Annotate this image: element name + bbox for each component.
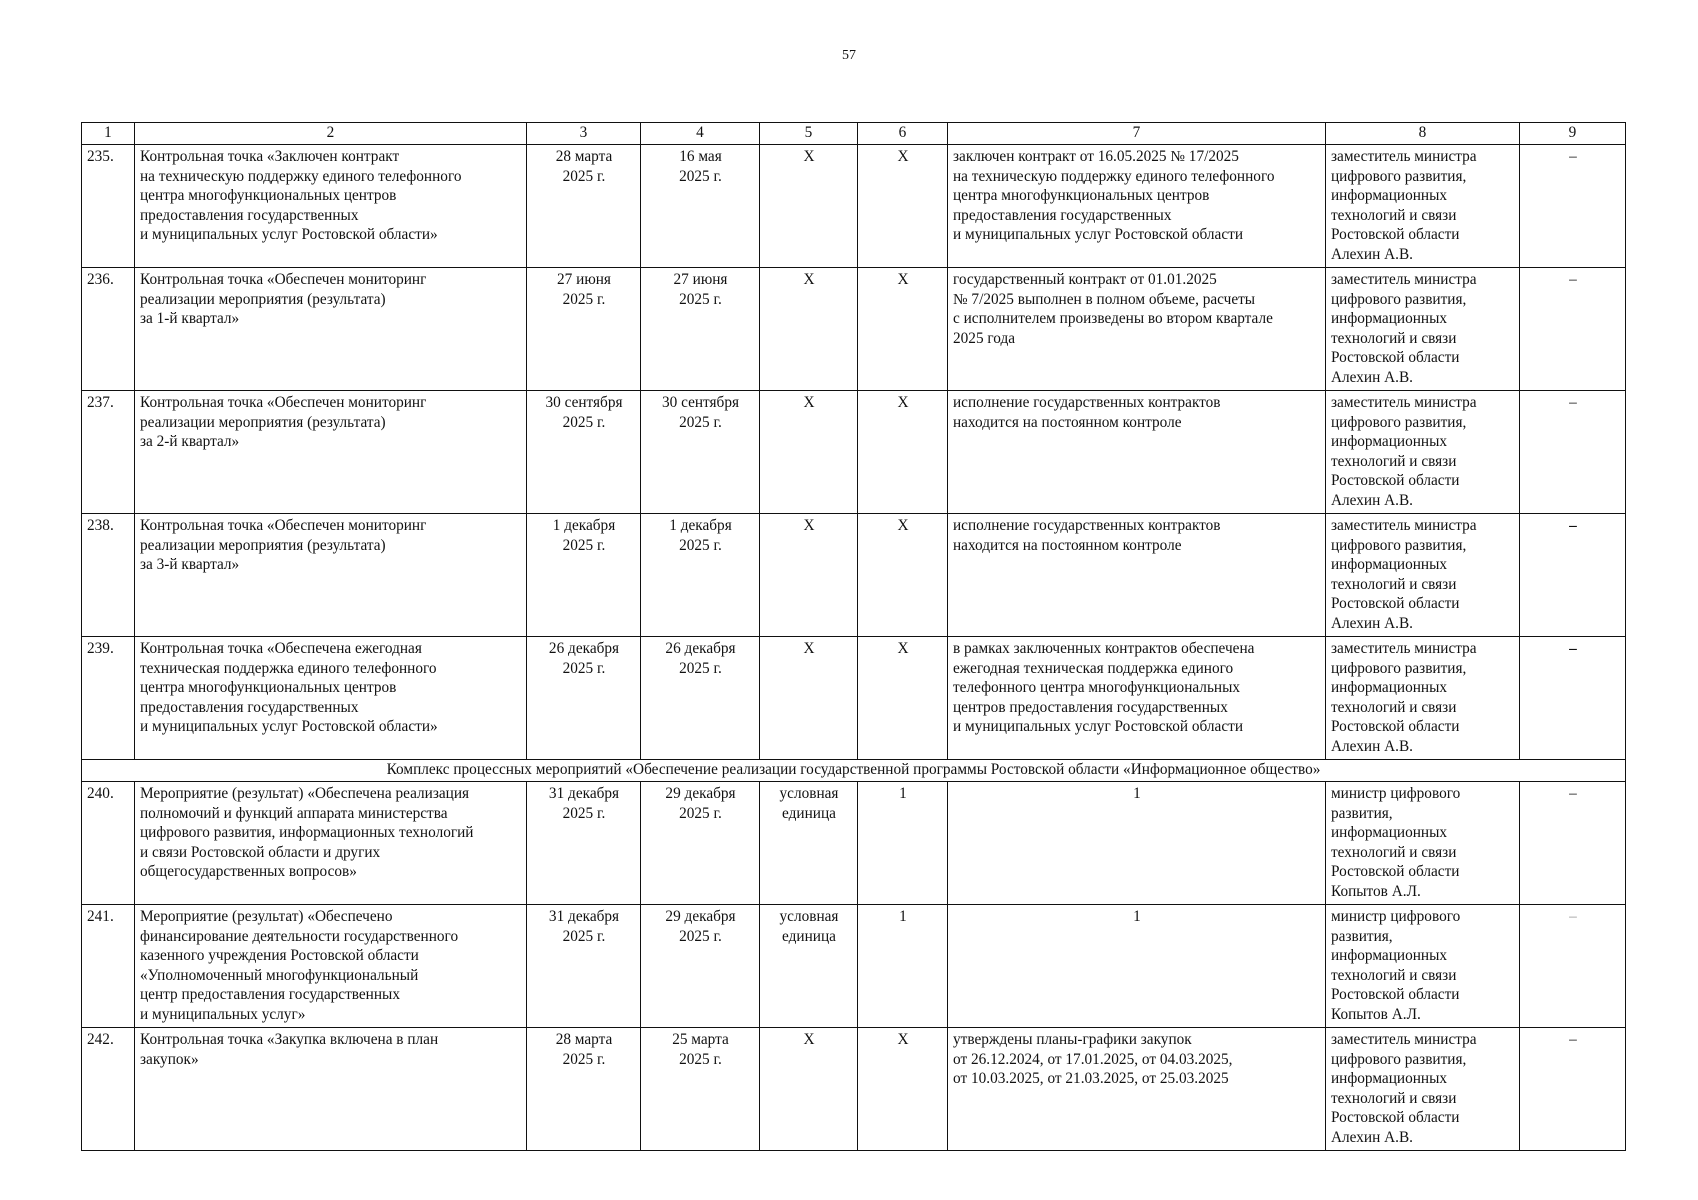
column-header: 6 [858, 123, 948, 145]
row-responsible: министр цифрового развития, информационных технологий и связи Ростовской области Копытов А.Л. [1326, 905, 1520, 1028]
row-value: Х [858, 145, 948, 268]
row-result: 1 [948, 782, 1326, 905]
report-table [81, 122, 1626, 1151]
column-header: 7 [948, 123, 1326, 145]
row-fact-date: 16 мая 2025 г. [641, 145, 760, 268]
row-responsible: заместитель министра цифрового развития, информационных технологий и связи Ростовской области Алехин А.В. [1326, 268, 1520, 391]
row-description: Мероприятие (результат) «Обеспечена реализация полномочий и функций аппарата министерства цифрового развития, информационных технологий и связи Ростовской области и других общегосударственных вопросов» [135, 782, 527, 905]
row-number: 238. [82, 514, 135, 637]
row-plan-date: 30 сентября 2025 г. [527, 391, 641, 514]
column-header: 2 [135, 123, 527, 145]
row-fact-date: 27 июня 2025 г. [641, 268, 760, 391]
row-plan-date: 31 декабря 2025 г. [527, 782, 641, 905]
row-description: Контрольная точка «Обеспечена ежегодная техническая поддержка единого телефонного центра многофункциональных центров предоставления государственных и муниципальных услуг Ростовской области» [135, 637, 527, 760]
row-number: 237. [82, 391, 135, 514]
row-fact-date: 29 декабря 2025 г. [641, 905, 760, 1028]
row-number: 240. [82, 782, 135, 905]
row-plan-date: 26 декабря 2025 г. [527, 637, 641, 760]
row-note: – [1520, 637, 1626, 760]
table-row [82, 1028, 1626, 1151]
row-value: Х [858, 391, 948, 514]
column-header: 9 [1520, 123, 1626, 145]
row-unit: Х [760, 1028, 858, 1151]
row-responsible: заместитель министра цифрового развития, информационных технологий и связи Ростовской области Алехин А.В. [1326, 1028, 1520, 1151]
row-plan-date: 28 марта 2025 г. [527, 1028, 641, 1151]
section-header-row [82, 760, 1626, 782]
row-result: в рамках заключенных контрактов обеспечена ежегодная техническая поддержка единого телефонного центра многофункциональных центров предоставления государственных и муниципальных услуг Ростовской области [948, 637, 1326, 760]
table-row [82, 391, 1626, 514]
row-fact-date: 30 сентября 2025 г. [641, 391, 760, 514]
section-title: Комплекс процессных мероприятий «Обеспечение реализации государственной программы Ростовской области «Информационное общество» [82, 760, 1626, 782]
row-note: – [1520, 391, 1626, 514]
row-note: – [1520, 905, 1626, 1028]
row-value: Х [858, 637, 948, 760]
row-result: исполнение государственных контрактов находится на постоянном контроле [948, 514, 1326, 637]
column-header: 8 [1326, 123, 1520, 145]
row-value: Х [858, 514, 948, 637]
column-header: 3 [527, 123, 641, 145]
row-description: Контрольная точка «Заключен контракт на техническую поддержку единого телефонного центра многофункциональных центров предоставления государственных и муниципальных услуг Ростовской области» [135, 145, 527, 268]
page-number: 57 [842, 48, 856, 63]
row-value: Х [858, 268, 948, 391]
column-number-header-row [82, 123, 1626, 145]
row-value: 1 [858, 782, 948, 905]
table-row [82, 905, 1626, 1028]
row-unit: Х [760, 268, 858, 391]
row-responsible: заместитель министра цифрового развития, информационных технологий и связи Ростовской области Алехин А.В. [1326, 145, 1520, 268]
column-header: 4 [641, 123, 760, 145]
row-unit: условная единица [760, 782, 858, 905]
row-plan-date: 27 июня 2025 г. [527, 268, 641, 391]
row-number: 235. [82, 145, 135, 268]
row-description: Контрольная точка «Обеспечен мониторинг реализации мероприятия (результата) за 1-й квартал» [135, 268, 527, 391]
row-unit: условная единица [760, 905, 858, 1028]
column-header: 5 [760, 123, 858, 145]
row-number: 239. [82, 637, 135, 760]
row-fact-date: 1 декабря 2025 г. [641, 514, 760, 637]
row-note: – [1520, 145, 1626, 268]
row-description: Мероприятие (результат) «Обеспечено финансирование деятельности государственного казенного учреждения Ростовской области «Уполномоченный многофункциональный центр предоставления государственных и муниципальных услуг» [135, 905, 527, 1028]
row-responsible: заместитель министра цифрового развития, информационных технологий и связи Ростовской области Алехин А.В. [1326, 637, 1520, 760]
row-result: заключен контракт от 16.05.2025 № 17/2025 на техническую поддержку единого телефонного центра многофункциональных центров предоставления государственных и муниципальных услуг Ростовской области [948, 145, 1326, 268]
row-plan-date: 31 декабря 2025 г. [527, 905, 641, 1028]
row-unit: Х [760, 514, 858, 637]
row-fact-date: 26 декабря 2025 г. [641, 637, 760, 760]
row-note: – [1520, 782, 1626, 905]
row-result: исполнение государственных контрактов находится на постоянном контроле [948, 391, 1326, 514]
row-unit: Х [760, 145, 858, 268]
row-result: 1 [948, 905, 1326, 1028]
row-unit: Х [760, 391, 858, 514]
row-number: 236. [82, 268, 135, 391]
row-fact-date: 25 марта 2025 г. [641, 1028, 760, 1151]
row-unit: Х [760, 637, 858, 760]
row-note: – [1520, 268, 1626, 391]
table-row [82, 268, 1626, 391]
row-note: – [1520, 514, 1626, 637]
row-description: Контрольная точка «Обеспечен мониторинг реализации мероприятия (результата) за 2-й квартал» [135, 391, 527, 514]
column-header: 1 [82, 123, 135, 145]
row-plan-date: 28 марта 2025 г. [527, 145, 641, 268]
row-description: Контрольная точка «Закупка включена в план закупок» [135, 1028, 527, 1151]
row-value: 1 [858, 905, 948, 1028]
row-value: Х [858, 1028, 948, 1151]
row-responsible: заместитель министра цифрового развития, информационных технологий и связи Ростовской области Алехин А.В. [1326, 391, 1520, 514]
row-responsible: министр цифрового развития, информационных технологий и связи Ростовской области Копытов А.Л. [1326, 782, 1520, 905]
row-description: Контрольная точка «Обеспечен мониторинг реализации мероприятия (результата) за 3-й квартал» [135, 514, 527, 637]
row-result: государственный контракт от 01.01.2025 № 7/2025 выполнен в полном объеме, расчеты с исполнителем произведены во втором квартале 2025 года [948, 268, 1326, 391]
table-row [82, 514, 1626, 637]
row-responsible: заместитель министра цифрового развития, информационных технологий и связи Ростовской области Алехин А.В. [1326, 514, 1520, 637]
row-number: 242. [82, 1028, 135, 1151]
table-row [82, 145, 1626, 268]
row-note: – [1520, 1028, 1626, 1151]
row-number: 241. [82, 905, 135, 1028]
row-fact-date: 29 декабря 2025 г. [641, 782, 760, 905]
row-plan-date: 1 декабря 2025 г. [527, 514, 641, 637]
row-result: утверждены планы-графики закупок от 26.12.2024, от 17.01.2025, от 04.03.2025, от 10.03.2025, от 21.03.2025, от 25.03.2025 [948, 1028, 1326, 1151]
table-row [82, 637, 1626, 760]
table-row [82, 782, 1626, 905]
